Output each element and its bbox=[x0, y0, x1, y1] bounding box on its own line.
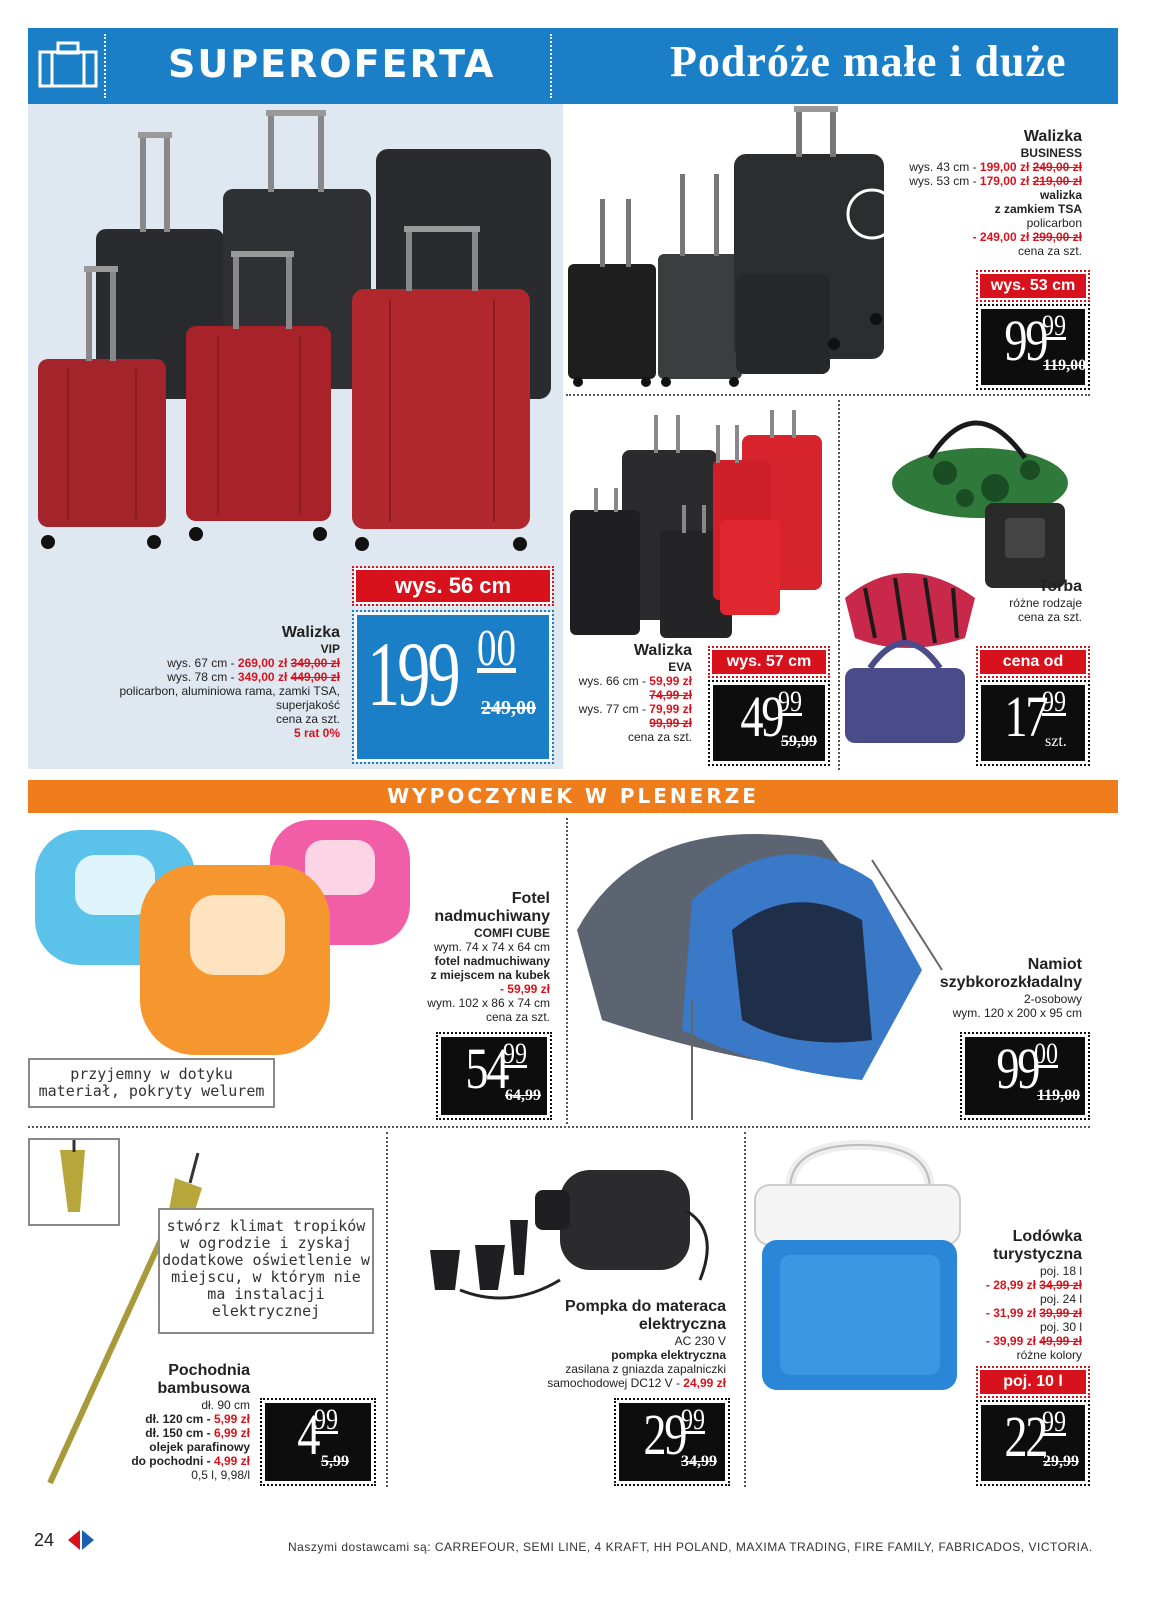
pochodnia-price-old: 5,99 bbox=[321, 1453, 349, 1470]
pompka-price-old: 34,99 bbox=[681, 1453, 717, 1470]
business-size-tag: wys. 53 cm bbox=[978, 272, 1088, 300]
vip-price-old: 249,00 bbox=[481, 697, 536, 719]
business-line1-old: 249,00 zł bbox=[1032, 160, 1082, 174]
lodowka-cap3: poj. 30 l bbox=[1039, 1320, 1082, 1334]
business-line3-price: - 249,00 zł bbox=[972, 230, 1030, 244]
eva-line2: wys. 77 cm - bbox=[578, 702, 650, 716]
eva-subname: EVA bbox=[668, 660, 692, 674]
namiot-price-box bbox=[962, 1034, 1088, 1118]
fotel-name2: nadmuchiwany bbox=[434, 908, 550, 925]
namiot-image bbox=[572, 820, 952, 1120]
suitcase-icon bbox=[38, 40, 98, 88]
fotel-dims2: wym. 102 x 86 x 74 cm bbox=[427, 996, 550, 1010]
fotel-sub2a: fotel nadmuchiwany bbox=[434, 954, 550, 968]
pochodnia-len2-price: 5,99 zł bbox=[213, 1412, 250, 1426]
fotel-sub2-price: - 59,99 zł bbox=[499, 982, 550, 996]
vip-price-box bbox=[354, 612, 552, 762]
business-line2-old: 219,00 zł bbox=[1032, 174, 1082, 188]
pochodnia-price-int: 4 bbox=[297, 1402, 318, 1467]
pompka-spec: AC 230 V bbox=[674, 1334, 726, 1348]
namiot-price-int: 99 bbox=[996, 1036, 1038, 1101]
pochodnia-info bbox=[100, 1362, 250, 1482]
torba-name: Torba bbox=[1038, 578, 1082, 595]
torba-price-int: 17 bbox=[1004, 684, 1046, 749]
pochodnia-oil2-price: 4,99 zł bbox=[213, 1454, 250, 1468]
fotel-name1: Fotel bbox=[511, 890, 550, 907]
pochodnia-callout: stwórz klimat tropików w ogrodzie i zyskaj dodatkowe oświetlenie w miejscu, w którym nie ma instalacji elektrycznej bbox=[158, 1208, 374, 1334]
eva-line2-price: 79,99 zł bbox=[649, 702, 692, 716]
torba-unit: cena za szt. bbox=[1017, 610, 1082, 624]
fotel-unit: cena za szt. bbox=[485, 1010, 550, 1024]
pompka-price-dec: 99 bbox=[681, 1403, 705, 1436]
business-subname: BUSINESS bbox=[1020, 146, 1082, 160]
lodowka-cap1: poj. 18 l bbox=[1039, 1264, 1082, 1278]
vip-price-int: 199 bbox=[367, 623, 458, 725]
divider bbox=[386, 1132, 388, 1487]
carrefour-logo bbox=[66, 1528, 96, 1552]
lodowka-price-old: 29,99 bbox=[1043, 1453, 1079, 1470]
lodowka-cap2-price: - 31,99 zł bbox=[985, 1306, 1036, 1320]
business-line2: wys. 53 cm - bbox=[909, 174, 980, 188]
vip-price-dec: 00 bbox=[477, 620, 516, 677]
torba-price-unit: szt. bbox=[1045, 733, 1067, 750]
business-sub2a: walizka bbox=[1039, 188, 1082, 202]
pochodnia-name2: bambusowa bbox=[157, 1380, 250, 1397]
torba-tag: cena od bbox=[978, 648, 1088, 676]
pompka-desc1: zasilana z gniazda zapalniczki bbox=[565, 1362, 726, 1376]
lodowka-size-tag: poj. 10 l bbox=[978, 1368, 1088, 1396]
vip-line1: wys. 67 cm - bbox=[167, 656, 238, 670]
fotel-price-dec: 99 bbox=[503, 1037, 527, 1070]
eva-unit: cena za szt. bbox=[627, 730, 692, 744]
vip-line2: wys. 78 cm - bbox=[167, 670, 238, 684]
lodowka-name2: turystyczna bbox=[993, 1246, 1082, 1263]
lodowka-cap2: poj. 24 l bbox=[1039, 1292, 1082, 1306]
pompka-name2: elektryczna bbox=[638, 1316, 726, 1333]
lodowka-cap2-old: 39,99 zł bbox=[1039, 1306, 1082, 1320]
vip-line2-old: 449,00 zł bbox=[290, 670, 340, 684]
torba-price-dec: 99 bbox=[1042, 685, 1066, 718]
eva-price-old: 59,99 bbox=[781, 733, 817, 750]
lodowka-cap3-old: 49,99 zł bbox=[1039, 1334, 1082, 1348]
eva-line1-old: 74,99 zł bbox=[649, 688, 692, 702]
vip-desc1: policarbon, aluminiowa rama, zamki TSA, bbox=[119, 684, 340, 698]
business-line1-price: 199,00 zł bbox=[979, 160, 1030, 174]
pompka-desc2: samochodowej DC12 V - bbox=[547, 1376, 684, 1390]
pompka-info bbox=[500, 1298, 726, 1390]
lodowka-cap3-price: - 39,99 zł bbox=[985, 1334, 1036, 1348]
lodowka-price-dec: 99 bbox=[1042, 1405, 1066, 1438]
pompka-image bbox=[420, 1150, 720, 1310]
vip-name: Walizka bbox=[281, 624, 340, 641]
vip-line2-price: 349,00 zł bbox=[237, 670, 288, 684]
business-name: Walizka bbox=[1023, 128, 1082, 145]
divider bbox=[566, 394, 1090, 396]
eva-info bbox=[560, 642, 692, 744]
divider bbox=[28, 1126, 1090, 1128]
lodowka-cap1-price: - 28,99 zł bbox=[985, 1278, 1036, 1292]
lodowka-colors: różne kolory bbox=[1016, 1348, 1082, 1362]
namiot-info bbox=[900, 956, 1082, 1020]
section-title: Podróże małe i duże bbox=[670, 37, 1067, 86]
pompka-price-box bbox=[616, 1400, 728, 1484]
eva-price-dec: 99 bbox=[778, 685, 802, 718]
eva-line2-old: 99,99 zł bbox=[649, 716, 692, 730]
vip-unit: cena za szt. bbox=[275, 712, 340, 726]
pochodnia-price-box bbox=[262, 1400, 374, 1484]
fotel-price-old: 64,99 bbox=[505, 1087, 541, 1104]
lodowka-image bbox=[750, 1140, 980, 1400]
fotel-dims1: wym. 74 x 74 x 64 cm bbox=[433, 940, 550, 954]
namiot-name1: Namiot bbox=[1027, 956, 1082, 973]
eva-price-box bbox=[710, 682, 828, 764]
pompka-name1: Pompka do materaca bbox=[565, 1298, 726, 1315]
eva-line1: wys. 66 cm - bbox=[578, 674, 650, 688]
header-bar bbox=[28, 28, 1118, 104]
eva-price-int: 49 bbox=[740, 684, 782, 749]
vip-desc2: superjakość bbox=[275, 698, 340, 712]
eva-size-tag: wys. 57 cm bbox=[710, 648, 828, 676]
lodowka-price-int: 22 bbox=[1004, 1404, 1046, 1469]
business-price-box bbox=[978, 306, 1088, 388]
lodowka-name1: Lodówka bbox=[1012, 1228, 1082, 1245]
pochodnia-len3: dł. 150 cm - bbox=[145, 1426, 214, 1440]
pompka-price-int: 29 bbox=[643, 1402, 685, 1467]
namiot-price-old: 119,00 bbox=[1037, 1087, 1081, 1104]
pompka-desc2-price: 24,99 zł bbox=[683, 1376, 726, 1390]
pochodnia-oil1: olejek parafinowy bbox=[149, 1440, 250, 1454]
business-unit: cena za szt. bbox=[1017, 244, 1082, 258]
vip-info bbox=[40, 624, 340, 740]
torba-price-box bbox=[978, 682, 1088, 764]
pochodnia-len1: dł. 90 cm bbox=[201, 1398, 250, 1412]
vip-line1-old: 349,00 zł bbox=[290, 656, 340, 670]
fotel-info bbox=[380, 890, 550, 1024]
namiot-name2: szybkorozkładalny bbox=[939, 974, 1082, 991]
pompka-sub2: pompka elektryczna bbox=[611, 1348, 726, 1362]
lodowka-cap1-old: 34,99 zł bbox=[1039, 1278, 1082, 1292]
namiot-price-dec: 00 bbox=[1034, 1037, 1058, 1070]
business-image bbox=[566, 104, 896, 389]
pochodnia-len2: dł. 120 cm - bbox=[145, 1412, 214, 1426]
pochodnia-len3-price: 6,99 zł bbox=[213, 1426, 250, 1440]
vip-rates: 5 rat 0% bbox=[293, 726, 340, 740]
fotel-price-int: 54 bbox=[465, 1036, 507, 1101]
business-price-old: 119,00 bbox=[1043, 357, 1087, 374]
lodowka-price-box bbox=[978, 1402, 1088, 1484]
lodowka-info bbox=[950, 1228, 1082, 1362]
business-line1: wys. 43 cm - bbox=[909, 160, 980, 174]
fotel-sub2b: z miejscem na kubek bbox=[430, 968, 550, 982]
vip-subname: VIP bbox=[320, 642, 340, 656]
eva-image bbox=[570, 410, 840, 645]
eva-line1-price: 59,99 zł bbox=[649, 674, 692, 688]
business-material: policarbon bbox=[1026, 216, 1082, 230]
business-info bbox=[860, 128, 1082, 258]
vip-size-tag: wys. 56 cm bbox=[354, 568, 552, 604]
superoferta-title: SUPEROFERTA bbox=[168, 42, 496, 86]
fotel-price-box bbox=[438, 1034, 550, 1118]
torba-desc: różne rodzaje bbox=[1009, 596, 1082, 610]
pochodnia-name1: Pochodnia bbox=[168, 1362, 250, 1379]
pochodnia-oil2: do pochodni - bbox=[131, 1454, 214, 1468]
fotel-callout: przyjemny w dotyku materiał, pokryty welurem bbox=[28, 1058, 275, 1108]
torba-info bbox=[960, 578, 1082, 624]
business-line3-old: 299,00 zł bbox=[1032, 230, 1082, 244]
page-number: 24 bbox=[34, 1530, 55, 1550]
business-price-dec: 99 bbox=[1042, 309, 1066, 342]
namiot-desc: 2-osobowy bbox=[1023, 992, 1082, 1006]
fotel-subname: COMFI CUBE bbox=[474, 926, 550, 940]
suppliers-note: Naszymi dostawcami są: CARREFOUR, SEMI LINE, 4 KRAFT, HH POLAND, MAXIMA TRADING, FIRE FAMILY, FABRICADOS, VICTORIA. bbox=[288, 1540, 1093, 1554]
business-line2-price: 179,00 zł bbox=[979, 174, 1030, 188]
eva-name: Walizka bbox=[633, 642, 692, 659]
pochodnia-price-dec: 99 bbox=[314, 1403, 338, 1436]
section-title-bar: WYPOCZYNEK W PLENERZE bbox=[28, 780, 1118, 813]
divider bbox=[566, 818, 568, 1124]
business-price-int: 99 bbox=[1004, 308, 1046, 373]
business-sub2b: z zamkiem TSA bbox=[994, 202, 1082, 216]
namiot-dims: wym. 120 x 200 x 95 cm bbox=[952, 1006, 1082, 1020]
divider bbox=[744, 1132, 746, 1487]
pochodnia-oil3: 0,5 l, 9,98/l bbox=[191, 1468, 250, 1482]
vip-line1-price: 269,00 zł bbox=[237, 656, 288, 670]
